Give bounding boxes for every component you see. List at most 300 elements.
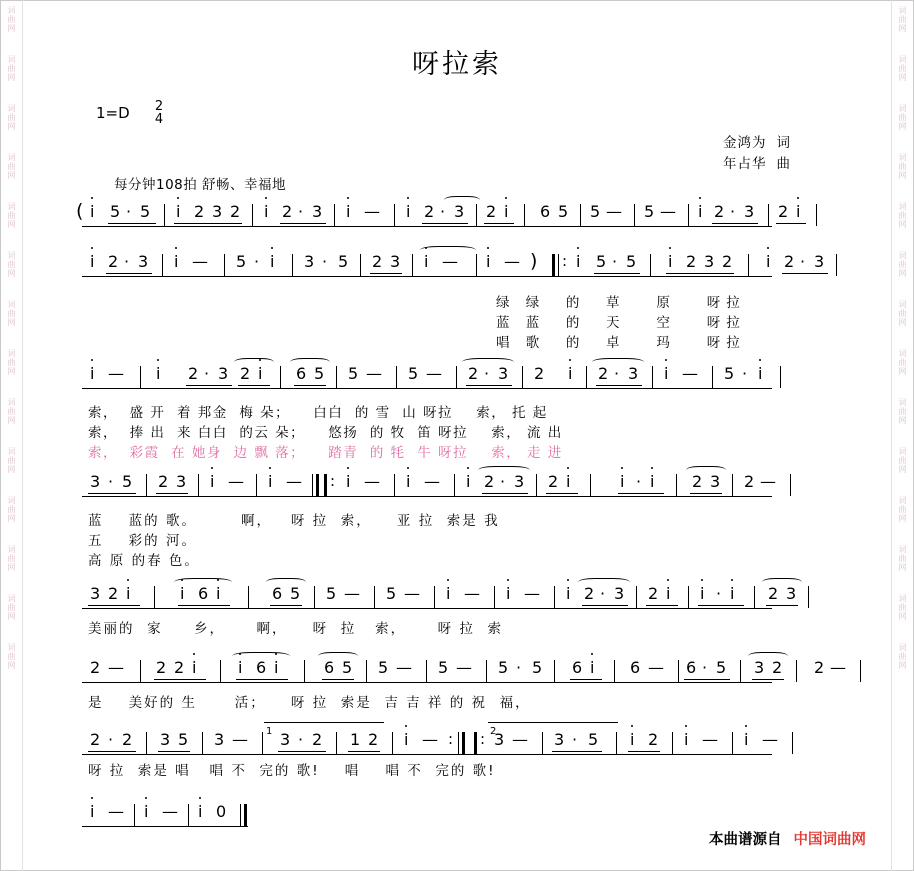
octave-dot-icon bbox=[685, 725, 687, 727]
note: 5 bbox=[438, 658, 449, 677]
note: 3 bbox=[744, 202, 755, 221]
barline bbox=[524, 204, 525, 226]
note: 5 bbox=[348, 364, 359, 383]
octave-dot-icon bbox=[577, 247, 579, 249]
lyric-line: 绿 绿 的 草 原 呀拉 bbox=[496, 295, 746, 311]
repeat-end-thick bbox=[316, 474, 319, 496]
dot-prolong: · bbox=[440, 202, 446, 221]
note: i bbox=[274, 660, 278, 676]
note: 2 bbox=[372, 252, 383, 271]
volta-number: 1 bbox=[266, 726, 273, 737]
beam bbox=[782, 273, 828, 274]
watermark-text: 词曲网 bbox=[7, 6, 16, 33]
octave-dot-icon bbox=[199, 797, 201, 799]
volta-number: 2 bbox=[490, 726, 497, 737]
dot-prolong: · bbox=[636, 472, 642, 491]
note: 3 bbox=[90, 472, 101, 491]
tie-icon bbox=[174, 578, 232, 586]
octave-dot-icon bbox=[211, 467, 213, 469]
barline bbox=[476, 254, 477, 276]
octave-dot-icon bbox=[405, 725, 407, 727]
open-paren: ( bbox=[76, 200, 84, 222]
note: 5 bbox=[626, 252, 637, 271]
dash: — bbox=[344, 584, 360, 603]
note: 2 bbox=[548, 472, 559, 491]
note: i bbox=[144, 804, 148, 820]
credits bbox=[723, 133, 790, 175]
octave-dot-icon bbox=[193, 653, 195, 655]
watermark-text: 词曲网 bbox=[898, 300, 907, 327]
lyric-line-highlight: 索， 彩霞 在 她身 边 飘 落； 踏青 的 牦 牛 呀拉 索， 走 进 bbox=[88, 445, 563, 461]
beam bbox=[154, 679, 206, 680]
barline bbox=[146, 732, 147, 754]
note: 2 bbox=[108, 584, 119, 603]
credit-lyricist-name: 金鸿为 bbox=[723, 135, 767, 151]
note: 5 bbox=[236, 252, 247, 271]
note: 3 bbox=[498, 364, 509, 383]
note: 3 bbox=[390, 252, 401, 271]
note: 3 bbox=[628, 364, 639, 383]
watermark-text: 词曲网 bbox=[898, 251, 907, 278]
barline bbox=[336, 366, 337, 388]
dot-prolong: · bbox=[702, 658, 708, 677]
note: i bbox=[406, 204, 410, 220]
watermark-text: 词曲网 bbox=[7, 545, 16, 572]
note: i bbox=[238, 660, 242, 676]
watermark-text: 词曲网 bbox=[7, 55, 16, 82]
barline bbox=[672, 732, 673, 754]
octave-dot-icon bbox=[271, 247, 273, 249]
octave-dot-icon bbox=[177, 197, 179, 199]
note: 3 bbox=[494, 730, 505, 749]
note: 3 bbox=[212, 202, 223, 221]
beam bbox=[88, 751, 136, 752]
beam bbox=[596, 385, 642, 386]
dash: — bbox=[228, 472, 244, 491]
note: i bbox=[698, 204, 702, 220]
note: 2 bbox=[122, 730, 133, 749]
note: 5 bbox=[408, 364, 419, 383]
watermark-text: 词曲网 bbox=[898, 153, 907, 180]
credit-lyricist-role: 词 bbox=[776, 135, 790, 151]
note: 2 bbox=[784, 252, 795, 271]
dot-prolong: · bbox=[108, 730, 114, 749]
watermark-text: 词曲网 bbox=[7, 104, 16, 131]
watermark-text: 词曲网 bbox=[898, 6, 907, 33]
note: 6 bbox=[296, 364, 307, 383]
barline bbox=[336, 732, 337, 754]
note: i bbox=[90, 804, 94, 820]
octave-dot-icon bbox=[91, 359, 93, 361]
tie-icon bbox=[232, 652, 290, 660]
note: i bbox=[192, 660, 196, 676]
barline bbox=[140, 660, 141, 682]
barline bbox=[792, 732, 793, 754]
note: i bbox=[210, 474, 214, 490]
barline bbox=[678, 660, 679, 682]
beam bbox=[278, 751, 326, 752]
watermark-text: 词曲网 bbox=[898, 104, 907, 131]
dash: — bbox=[108, 364, 124, 383]
dot-prolong: · bbox=[124, 252, 130, 271]
octave-dot-icon bbox=[505, 197, 507, 199]
system-baseline bbox=[82, 226, 772, 227]
note: 2 bbox=[534, 364, 545, 383]
octave-dot-icon bbox=[731, 579, 733, 581]
octave-dot-icon bbox=[767, 247, 769, 249]
note: i bbox=[180, 586, 184, 602]
dash: — bbox=[464, 584, 480, 603]
note: i bbox=[666, 586, 670, 602]
dash: — bbox=[364, 202, 380, 221]
system-baseline bbox=[82, 826, 248, 827]
note: 5 bbox=[716, 658, 727, 677]
beam bbox=[776, 223, 806, 224]
dot-prolong: · bbox=[516, 658, 522, 677]
note: i bbox=[576, 254, 580, 270]
key-signature: 1=D bbox=[96, 104, 130, 122]
barline bbox=[768, 204, 769, 226]
beam bbox=[570, 679, 602, 680]
barline bbox=[732, 732, 733, 754]
barline bbox=[486, 660, 487, 682]
dash: — bbox=[606, 202, 622, 221]
dash: — bbox=[426, 364, 442, 383]
barline bbox=[554, 660, 555, 682]
note: 5 bbox=[588, 730, 599, 749]
beam bbox=[594, 273, 640, 274]
dash: — bbox=[396, 658, 412, 677]
beam bbox=[690, 493, 722, 494]
octave-dot-icon bbox=[567, 579, 569, 581]
credit-composer bbox=[723, 154, 790, 175]
octave-dot-icon bbox=[507, 579, 509, 581]
octave-dot-icon bbox=[759, 359, 761, 361]
octave-dot-icon bbox=[175, 247, 177, 249]
barline bbox=[634, 204, 635, 226]
barline bbox=[426, 660, 427, 682]
repeat-start-dots-icon: : bbox=[562, 252, 568, 270]
barline bbox=[374, 586, 375, 608]
note: 3 bbox=[554, 730, 565, 749]
note: 3 bbox=[138, 252, 149, 271]
barline bbox=[224, 254, 225, 276]
note: 3 bbox=[710, 472, 721, 491]
octave-dot-icon bbox=[265, 197, 267, 199]
final-barline-thick bbox=[244, 804, 247, 826]
note: 3 bbox=[754, 658, 765, 677]
note: i bbox=[744, 732, 748, 748]
beam bbox=[294, 385, 326, 386]
note: 3 bbox=[90, 584, 101, 603]
watermark-text: 词曲网 bbox=[7, 594, 16, 621]
lyric-line: 索， 捧 出 来 白白 的云 朵； 悠扬 的 牧 笛 呀拉 索， 流 出 bbox=[88, 425, 563, 441]
octave-dot-icon bbox=[407, 197, 409, 199]
barline bbox=[580, 204, 581, 226]
barline bbox=[280, 366, 281, 388]
source-footer bbox=[709, 828, 866, 849]
watermark-text: 词曲网 bbox=[898, 643, 907, 670]
barline bbox=[198, 474, 199, 496]
credit-composer-name: 年占华 bbox=[723, 156, 767, 172]
beam bbox=[88, 493, 136, 494]
note: 5 bbox=[314, 364, 325, 383]
note: 3 bbox=[814, 252, 825, 271]
barline bbox=[366, 660, 367, 682]
note: 5 bbox=[290, 584, 301, 603]
note: 2 bbox=[768, 584, 779, 603]
watermark-text: 词曲网 bbox=[7, 643, 16, 670]
note: 5 bbox=[110, 202, 121, 221]
dot-prolong: · bbox=[126, 202, 132, 221]
octave-dot-icon bbox=[91, 797, 93, 799]
beam bbox=[88, 605, 140, 606]
repeat-end-thick bbox=[462, 732, 465, 754]
dash: — bbox=[232, 730, 248, 749]
octave-dot-icon bbox=[569, 359, 571, 361]
barline bbox=[536, 474, 537, 496]
octave-dot-icon bbox=[145, 797, 147, 799]
note: i bbox=[198, 804, 202, 820]
note: i bbox=[730, 586, 734, 602]
dash: — bbox=[192, 252, 208, 271]
dot-prolong: · bbox=[254, 252, 260, 271]
note: 3 bbox=[454, 202, 465, 221]
note: 3 bbox=[312, 202, 323, 221]
watermark-text: 词曲网 bbox=[898, 55, 907, 82]
beam bbox=[422, 223, 468, 224]
tie-icon bbox=[762, 578, 802, 586]
note: 2 bbox=[686, 252, 697, 271]
note: 3 bbox=[280, 730, 291, 749]
note: 6 bbox=[198, 584, 209, 603]
note: 2 bbox=[90, 730, 101, 749]
volta-bracket bbox=[264, 722, 384, 723]
note: 2 bbox=[240, 364, 251, 383]
watermark-text: 词曲网 bbox=[898, 398, 907, 425]
watermark-text: 词曲网 bbox=[7, 202, 16, 229]
dash: — bbox=[524, 584, 540, 603]
dash: — bbox=[422, 730, 438, 749]
barline bbox=[796, 660, 797, 682]
barline bbox=[636, 586, 637, 608]
note: 3 bbox=[218, 364, 229, 383]
barline bbox=[134, 804, 135, 826]
note: 2 bbox=[158, 472, 169, 491]
note: 2 bbox=[424, 202, 435, 221]
note: 2 bbox=[722, 252, 733, 271]
note: 6 bbox=[540, 202, 551, 221]
octave-dot-icon bbox=[269, 467, 271, 469]
note: i bbox=[700, 586, 704, 602]
note: i bbox=[796, 204, 800, 220]
note: 2 bbox=[778, 202, 789, 221]
dash: — bbox=[660, 202, 676, 221]
beam bbox=[270, 605, 302, 606]
dash: — bbox=[364, 472, 380, 491]
barline bbox=[590, 474, 591, 496]
barline bbox=[164, 204, 165, 226]
barline bbox=[754, 586, 755, 608]
note: 2 bbox=[194, 202, 205, 221]
octave-dot-icon bbox=[621, 467, 623, 469]
barline bbox=[262, 732, 263, 754]
note: 5 bbox=[122, 472, 133, 491]
octave-dot-icon bbox=[631, 725, 633, 727]
barline bbox=[394, 204, 395, 226]
note: i bbox=[486, 254, 490, 270]
note: 2 bbox=[648, 730, 659, 749]
system-baseline bbox=[82, 682, 772, 683]
dash: — bbox=[504, 252, 520, 271]
note: 2 bbox=[714, 202, 725, 221]
beam bbox=[552, 751, 602, 752]
dot-prolong: · bbox=[612, 252, 618, 271]
note: i bbox=[668, 254, 672, 270]
beam bbox=[370, 273, 402, 274]
dot-prolong: · bbox=[742, 364, 748, 383]
watermark-strip-left bbox=[1, 0, 23, 871]
barline bbox=[790, 474, 791, 496]
barline bbox=[360, 254, 361, 276]
note: 5 bbox=[140, 202, 151, 221]
barline bbox=[650, 254, 651, 276]
octave-dot-icon bbox=[797, 197, 799, 199]
dot-prolong: · bbox=[600, 584, 606, 603]
note: 2 bbox=[468, 364, 479, 383]
barline bbox=[220, 660, 221, 682]
dash: — bbox=[702, 730, 718, 749]
dash: — bbox=[762, 730, 778, 749]
barline bbox=[860, 660, 861, 682]
barline bbox=[676, 474, 677, 496]
barline bbox=[780, 366, 781, 388]
lyric-line: 五 彩的 河。 bbox=[88, 533, 197, 549]
note: 5 bbox=[326, 584, 337, 603]
note: 5 bbox=[590, 202, 601, 221]
tie-icon bbox=[686, 466, 726, 474]
barline bbox=[146, 474, 147, 496]
barline bbox=[140, 366, 141, 388]
barline bbox=[292, 254, 293, 276]
barline bbox=[494, 586, 495, 608]
note: 5 bbox=[596, 252, 607, 271]
note: 5 bbox=[644, 202, 655, 221]
watermark-text: 词曲网 bbox=[898, 545, 907, 572]
octave-dot-icon bbox=[487, 247, 489, 249]
music-system-4 bbox=[24, 466, 890, 508]
note: i bbox=[506, 586, 510, 602]
octave-dot-icon bbox=[91, 247, 93, 249]
note: 5 bbox=[378, 658, 389, 677]
watermark-strip-right bbox=[891, 0, 913, 871]
note: i bbox=[620, 474, 624, 490]
source-label: 本曲谱源自 bbox=[709, 832, 782, 848]
tie-icon bbox=[462, 358, 514, 366]
watermark-text: 词曲网 bbox=[898, 349, 907, 376]
watermark-text: 词曲网 bbox=[898, 496, 907, 523]
dash: — bbox=[830, 658, 846, 677]
note: 3 bbox=[160, 730, 171, 749]
dash: — bbox=[456, 658, 472, 677]
octave-dot-icon bbox=[447, 579, 449, 581]
dash: — bbox=[366, 364, 382, 383]
note: 3 bbox=[704, 252, 715, 271]
beam bbox=[466, 385, 512, 386]
watermark-text: 词曲网 bbox=[898, 594, 907, 621]
beam bbox=[482, 493, 528, 494]
dash: — bbox=[404, 584, 420, 603]
music-system-5 bbox=[24, 578, 890, 620]
barline bbox=[456, 366, 457, 388]
note: i bbox=[406, 474, 410, 490]
note: i bbox=[346, 474, 350, 490]
beam bbox=[106, 273, 152, 274]
barline bbox=[688, 204, 689, 226]
barline bbox=[252, 204, 253, 226]
source-site-name: 中国词曲网 bbox=[793, 832, 866, 848]
dash: — bbox=[512, 730, 528, 749]
note: 5 bbox=[338, 252, 349, 271]
note: i bbox=[404, 732, 408, 748]
barline bbox=[154, 586, 155, 608]
octave-dot-icon bbox=[669, 247, 671, 249]
octave-dot-icon bbox=[467, 467, 469, 469]
page-title: 呀拉索 bbox=[412, 49, 502, 80]
tie-icon bbox=[748, 652, 788, 660]
note: i bbox=[264, 204, 268, 220]
music-system-1 bbox=[24, 196, 890, 238]
note: 3 bbox=[614, 584, 625, 603]
beam bbox=[582, 605, 628, 606]
lyric-line: 蓝 蓝的 歌。 啊， 呀 拉 索， 亚 拉 索是 我 bbox=[88, 513, 500, 529]
beam bbox=[174, 223, 242, 224]
barline bbox=[162, 254, 163, 276]
note: 2 bbox=[486, 202, 497, 221]
barline bbox=[304, 660, 305, 682]
watermark-text: 词曲网 bbox=[7, 251, 16, 278]
note: 2 bbox=[90, 658, 101, 677]
dash: — bbox=[424, 472, 440, 491]
octave-dot-icon bbox=[665, 359, 667, 361]
note: 6 bbox=[256, 658, 267, 677]
barline bbox=[256, 474, 257, 496]
note: 2 bbox=[282, 202, 293, 221]
dot-prolong: · bbox=[108, 472, 114, 491]
note: 3 bbox=[214, 730, 225, 749]
barline bbox=[412, 254, 413, 276]
note: i bbox=[504, 204, 508, 220]
beam bbox=[236, 679, 288, 680]
repeat-dots-icon: : bbox=[330, 472, 336, 490]
note: 5 bbox=[558, 202, 569, 221]
note: 6 bbox=[272, 584, 283, 603]
note: 5 bbox=[342, 658, 353, 677]
tie-icon bbox=[444, 196, 480, 204]
barline bbox=[392, 732, 393, 754]
repeat-start-thick bbox=[552, 254, 555, 276]
tie-icon bbox=[592, 358, 644, 366]
repeat-start-thick bbox=[324, 474, 327, 496]
beam bbox=[158, 751, 190, 752]
octave-dot-icon bbox=[745, 725, 747, 727]
note: i bbox=[650, 474, 654, 490]
barline bbox=[652, 366, 653, 388]
dot-prolong: · bbox=[730, 202, 736, 221]
dash: — bbox=[760, 472, 776, 491]
system-baseline bbox=[82, 496, 772, 497]
note: 1 bbox=[350, 730, 361, 749]
